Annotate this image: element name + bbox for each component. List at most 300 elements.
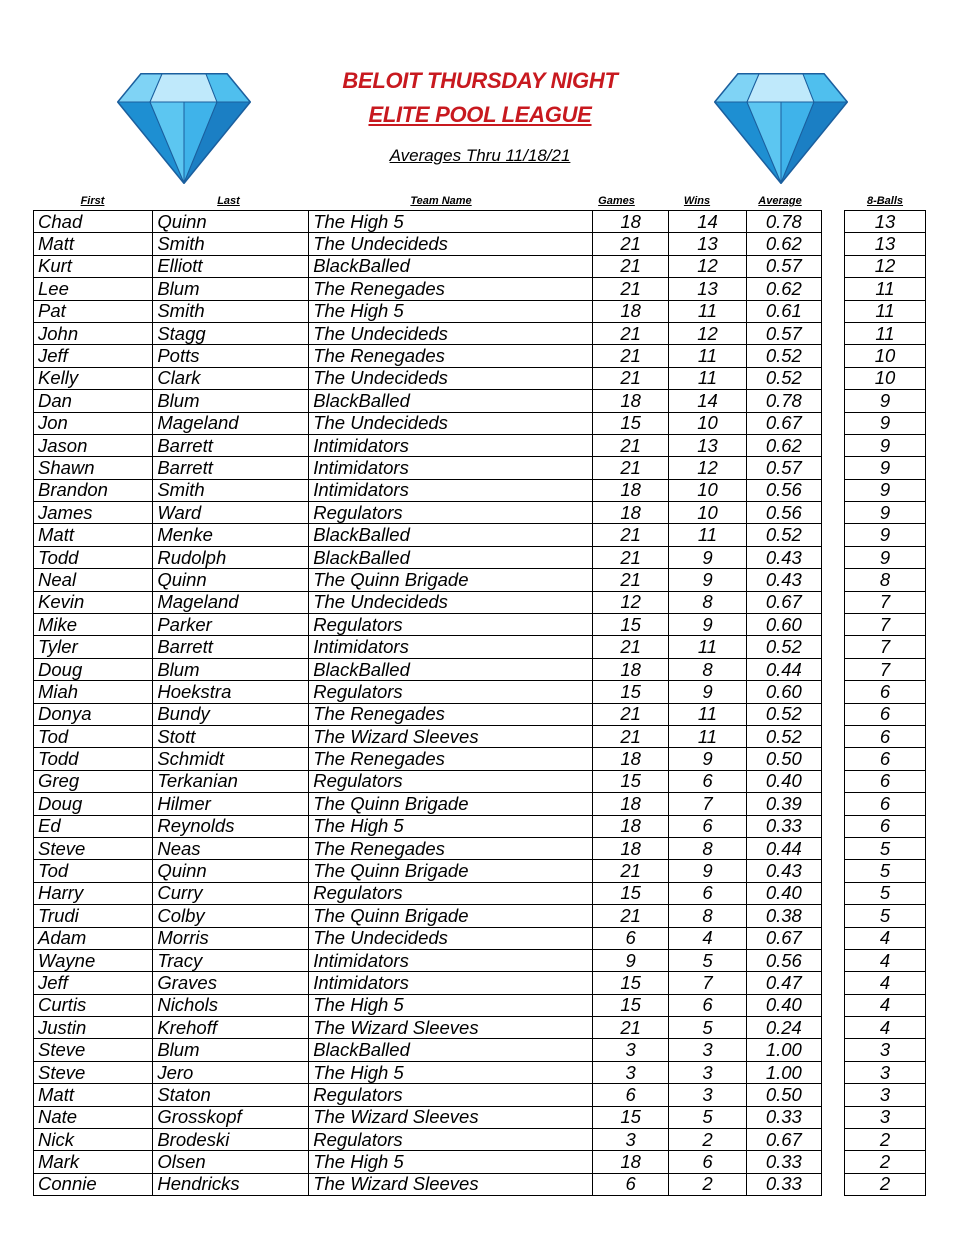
cell-average: 0.52 <box>746 636 821 658</box>
cell-wins: 12 <box>669 322 746 344</box>
cell-last: Potts <box>153 345 309 367</box>
cell-team: Regulators <box>309 614 593 636</box>
cell-first: Dan <box>34 390 153 412</box>
table-row <box>34 457 822 479</box>
cell-first: Lee <box>34 278 153 300</box>
cell-first: Tod <box>34 725 153 747</box>
table-row <box>845 905 926 927</box>
cell-wins: 9 <box>669 860 746 882</box>
cell-games: 18 <box>593 300 669 322</box>
cell-first: Brandon <box>34 479 153 501</box>
cell-wins: 8 <box>669 658 746 680</box>
cell-last: Clark <box>153 367 309 389</box>
cell-eightballs: 6 <box>845 748 926 770</box>
cell-average: 0.40 <box>746 882 821 904</box>
cell-last: Staton <box>153 1084 309 1106</box>
table-row <box>845 949 926 971</box>
cell-average: 0.67 <box>746 927 821 949</box>
table-row <box>845 457 926 479</box>
table-row <box>34 860 822 882</box>
cell-first: Tod <box>34 860 153 882</box>
cell-average: 0.40 <box>746 994 821 1016</box>
cell-average: 0.33 <box>746 815 821 837</box>
cell-games: 21 <box>593 367 669 389</box>
cell-games: 15 <box>593 1106 669 1128</box>
column-header-wins: Wins <box>683 195 711 207</box>
table-row <box>34 278 822 300</box>
cell-eightballs: 3 <box>845 1084 926 1106</box>
cell-first: Greg <box>34 770 153 792</box>
cell-eightballs: 5 <box>845 860 926 882</box>
cell-first: Chad <box>34 211 153 233</box>
table-row <box>34 658 822 680</box>
table-row <box>34 1017 822 1039</box>
cell-average: 0.50 <box>746 748 821 770</box>
cell-first: John <box>34 322 153 344</box>
cell-first: Mike <box>34 614 153 636</box>
cell-last: Smith <box>153 300 309 322</box>
cell-games: 15 <box>593 770 669 792</box>
cell-eightballs: 6 <box>845 725 926 747</box>
cell-games: 3 <box>593 1061 669 1083</box>
table-row <box>34 815 822 837</box>
table-row <box>34 703 822 725</box>
table-row <box>34 591 822 613</box>
cell-team: The Undecideds <box>309 233 593 255</box>
cell-eightballs: 10 <box>845 367 926 389</box>
cell-first: Kevin <box>34 591 153 613</box>
cell-first: Donya <box>34 703 153 725</box>
table-row <box>845 1106 926 1128</box>
cell-first: Shawn <box>34 457 153 479</box>
cell-average: 0.39 <box>746 793 821 815</box>
cell-team: The Quinn Brigade <box>309 569 593 591</box>
table-row <box>34 434 822 456</box>
cell-first: Connie <box>34 1173 153 1195</box>
cell-wins: 11 <box>669 524 746 546</box>
cell-first: Todd <box>34 546 153 568</box>
eightballs-table <box>844 210 926 1196</box>
cell-first: Miah <box>34 681 153 703</box>
cell-average: 0.52 <box>746 524 821 546</box>
table-row <box>845 927 926 949</box>
cell-team: The High 5 <box>309 994 593 1016</box>
cell-eightballs: 7 <box>845 614 926 636</box>
cell-wins: 9 <box>669 614 746 636</box>
cell-average: 0.62 <box>746 233 821 255</box>
cell-wins: 9 <box>669 681 746 703</box>
cell-wins: 11 <box>669 367 746 389</box>
table-row <box>845 300 926 322</box>
cell-team: The High 5 <box>309 300 593 322</box>
cell-team: Regulators <box>309 882 593 904</box>
cell-team: The Undecideds <box>309 927 593 949</box>
cell-games: 6 <box>593 1084 669 1106</box>
table-row <box>845 1017 926 1039</box>
cell-first: Jeff <box>34 345 153 367</box>
cell-average: 0.78 <box>746 211 821 233</box>
table-row <box>845 636 926 658</box>
table-row <box>34 770 822 792</box>
cell-wins: 6 <box>669 882 746 904</box>
cell-wins: 12 <box>669 255 746 277</box>
cell-games: 15 <box>593 972 669 994</box>
table-row <box>34 546 822 568</box>
table-row <box>34 524 822 546</box>
cell-eightballs: 9 <box>845 546 926 568</box>
cell-average: 1.00 <box>746 1061 821 1083</box>
cell-team: BlackBalled <box>309 658 593 680</box>
cell-games: 21 <box>593 725 669 747</box>
table-row <box>34 502 822 524</box>
cell-first: Harry <box>34 882 153 904</box>
cell-average: 0.52 <box>746 725 821 747</box>
cell-eightballs: 9 <box>845 524 926 546</box>
table-row <box>845 703 926 725</box>
cell-average: 0.56 <box>746 479 821 501</box>
cell-team: BlackBalled <box>309 524 593 546</box>
cell-average: 0.52 <box>746 703 821 725</box>
cell-games: 21 <box>593 703 669 725</box>
cell-eightballs: 9 <box>845 457 926 479</box>
cell-wins: 4 <box>669 927 746 949</box>
cell-average: 0.52 <box>746 367 821 389</box>
cell-eightballs: 6 <box>845 703 926 725</box>
cell-wins: 10 <box>669 412 746 434</box>
cell-team: The High 5 <box>309 1061 593 1083</box>
cell-wins: 11 <box>669 636 746 658</box>
cell-wins: 10 <box>669 479 746 501</box>
cell-first: Wayne <box>34 949 153 971</box>
cell-eightballs: 9 <box>845 412 926 434</box>
cell-average: 0.62 <box>746 278 821 300</box>
cell-games: 21 <box>593 546 669 568</box>
cell-wins: 8 <box>669 591 746 613</box>
cell-average: 0.62 <box>746 434 821 456</box>
cell-average: 0.57 <box>746 322 821 344</box>
cell-games: 21 <box>593 233 669 255</box>
cell-team: The Wizard Sleeves <box>309 1017 593 1039</box>
cell-average: 0.57 <box>746 255 821 277</box>
cell-games: 18 <box>593 837 669 859</box>
table-row <box>34 927 822 949</box>
cell-last: Brodeski <box>153 1129 309 1151</box>
cell-average: 0.38 <box>746 905 821 927</box>
cell-last: Terkanian <box>153 770 309 792</box>
table-row <box>845 972 926 994</box>
cell-average: 0.43 <box>746 546 821 568</box>
table-row <box>845 748 926 770</box>
table-row <box>34 949 822 971</box>
cell-wins: 3 <box>669 1084 746 1106</box>
cell-wins: 6 <box>669 815 746 837</box>
cell-average: 0.47 <box>746 972 821 994</box>
cell-first: Neal <box>34 569 153 591</box>
cell-eightballs: 6 <box>845 793 926 815</box>
cell-last: Hilmer <box>153 793 309 815</box>
table-row <box>845 1061 926 1083</box>
cell-eightballs: 13 <box>845 211 926 233</box>
cell-wins: 7 <box>669 793 746 815</box>
cell-average: 0.44 <box>746 837 821 859</box>
table-row <box>845 367 926 389</box>
cell-average: 0.43 <box>746 860 821 882</box>
cell-eightballs: 4 <box>845 927 926 949</box>
cell-eightballs: 4 <box>845 1017 926 1039</box>
cell-average: 0.61 <box>746 300 821 322</box>
cell-team: The Renegades <box>309 278 593 300</box>
table-row <box>34 1084 822 1106</box>
cell-first: Jon <box>34 412 153 434</box>
cell-team: BlackBalled <box>309 390 593 412</box>
cell-last: Blum <box>153 1039 309 1061</box>
cell-games: 15 <box>593 882 669 904</box>
cell-first: James <box>34 502 153 524</box>
cell-first: Todd <box>34 748 153 770</box>
table-row <box>34 233 822 255</box>
cell-eightballs: 11 <box>845 278 926 300</box>
cell-wins: 13 <box>669 278 746 300</box>
column-header-average: Average <box>758 195 802 207</box>
cell-first: Matt <box>34 524 153 546</box>
table-row <box>845 322 926 344</box>
cell-games: 12 <box>593 591 669 613</box>
table-row <box>34 905 822 927</box>
cell-team: The Quinn Brigade <box>309 793 593 815</box>
cell-wins: 13 <box>669 434 746 456</box>
cell-first: Doug <box>34 793 153 815</box>
cell-last: Smith <box>153 233 309 255</box>
table-row <box>845 255 926 277</box>
column-header-last: Last <box>217 195 240 207</box>
cell-first: Steve <box>34 837 153 859</box>
cell-team: Regulators <box>309 502 593 524</box>
cell-first: Jason <box>34 434 153 456</box>
table-row <box>845 1151 926 1173</box>
cell-games: 15 <box>593 994 669 1016</box>
cell-team: BlackBalled <box>309 546 593 568</box>
cell-games: 21 <box>593 345 669 367</box>
cell-wins: 14 <box>669 211 746 233</box>
cell-last: Blum <box>153 278 309 300</box>
cell-eightballs: 11 <box>845 300 926 322</box>
cell-team: The Wizard Sleeves <box>309 725 593 747</box>
cell-games: 18 <box>593 502 669 524</box>
cell-last: Nichols <box>153 994 309 1016</box>
cell-team: The Quinn Brigade <box>309 905 593 927</box>
cell-average: 0.50 <box>746 1084 821 1106</box>
table-row <box>34 1039 822 1061</box>
cell-last: Barrett <box>153 636 309 658</box>
table-row <box>845 345 926 367</box>
cell-average: 0.60 <box>746 614 821 636</box>
cell-games: 18 <box>593 793 669 815</box>
cell-wins: 9 <box>669 748 746 770</box>
cell-eightballs: 3 <box>845 1061 926 1083</box>
cell-team: BlackBalled <box>309 1039 593 1061</box>
cell-average: 0.56 <box>746 949 821 971</box>
cell-wins: 6 <box>669 994 746 1016</box>
cell-games: 21 <box>593 278 669 300</box>
cell-last: Mageland <box>153 591 309 613</box>
cell-eightballs: 3 <box>845 1106 926 1128</box>
table-row <box>845 658 926 680</box>
cell-last: Stott <box>153 725 309 747</box>
cell-last: Blum <box>153 658 309 680</box>
table-row <box>845 502 926 524</box>
cell-first: Doug <box>34 658 153 680</box>
table-row <box>845 837 926 859</box>
cell-first: Pat <box>34 300 153 322</box>
cell-wins: 9 <box>669 546 746 568</box>
cell-wins: 2 <box>669 1129 746 1151</box>
cell-last: Mageland <box>153 412 309 434</box>
cell-eightballs: 9 <box>845 479 926 501</box>
cell-average: 0.67 <box>746 591 821 613</box>
cell-last: Quinn <box>153 569 309 591</box>
cell-team: The High 5 <box>309 1151 593 1173</box>
cell-wins: 2 <box>669 1173 746 1195</box>
cell-last: Krehoff <box>153 1017 309 1039</box>
cell-eightballs: 6 <box>845 770 926 792</box>
table-row <box>34 255 822 277</box>
cell-wins: 5 <box>669 1106 746 1128</box>
cell-last: Colby <box>153 905 309 927</box>
cell-games: 18 <box>593 1151 669 1173</box>
cell-games: 21 <box>593 255 669 277</box>
cell-team: The High 5 <box>309 211 593 233</box>
table-row <box>845 479 926 501</box>
table-row <box>845 278 926 300</box>
cell-first: Justin <box>34 1017 153 1039</box>
table-row <box>845 569 926 591</box>
cell-average: 0.60 <box>746 681 821 703</box>
cell-average: 0.56 <box>746 502 821 524</box>
cell-wins: 5 <box>669 949 746 971</box>
table-row <box>845 211 926 233</box>
table-row <box>845 390 926 412</box>
cell-games: 21 <box>593 457 669 479</box>
cell-last: Reynolds <box>153 815 309 837</box>
cell-wins: 11 <box>669 703 746 725</box>
cell-average: 0.24 <box>746 1017 821 1039</box>
cell-team: The High 5 <box>309 815 593 837</box>
cell-games: 6 <box>593 927 669 949</box>
table-row <box>34 367 822 389</box>
table-row <box>34 681 822 703</box>
table-row <box>34 748 822 770</box>
cell-first: Jeff <box>34 972 153 994</box>
page-title: BELOIT THURSDAY NIGHT <box>342 68 618 93</box>
cell-games: 6 <box>593 1173 669 1195</box>
table-row <box>845 233 926 255</box>
cell-first: Curtis <box>34 994 153 1016</box>
cell-eightballs: 13 <box>845 233 926 255</box>
table-row <box>34 1151 822 1173</box>
cell-average: 0.33 <box>746 1151 821 1173</box>
table-row <box>845 681 926 703</box>
cell-last: Tracy <box>153 949 309 971</box>
cell-games: 18 <box>593 748 669 770</box>
cell-team: The Undecideds <box>309 412 593 434</box>
cell-games: 15 <box>593 681 669 703</box>
cell-last: Morris <box>153 927 309 949</box>
cell-eightballs: 7 <box>845 636 926 658</box>
cell-games: 21 <box>593 569 669 591</box>
cell-first: Matt <box>34 233 153 255</box>
cell-games: 18 <box>593 390 669 412</box>
cell-first: Nate <box>34 1106 153 1128</box>
cell-team: Regulators <box>309 681 593 703</box>
cell-eightballs: 6 <box>845 815 926 837</box>
cell-wins: 5 <box>669 1017 746 1039</box>
cell-team: Regulators <box>309 1129 593 1151</box>
table-row <box>34 882 822 904</box>
cell-team: Intimidators <box>309 434 593 456</box>
cell-last: Grosskopf <box>153 1106 309 1128</box>
table-row <box>845 815 926 837</box>
cell-games: 15 <box>593 412 669 434</box>
cell-team: The Wizard Sleeves <box>309 1173 593 1195</box>
table-row <box>845 770 926 792</box>
cell-games: 15 <box>593 614 669 636</box>
cell-first: Steve <box>34 1039 153 1061</box>
averages-table <box>33 210 822 1196</box>
cell-games: 18 <box>593 479 669 501</box>
cell-first: Mark <box>34 1151 153 1173</box>
cell-team: The Quinn Brigade <box>309 860 593 882</box>
column-header-eightballs: 8-Balls <box>866 195 904 207</box>
cell-games: 21 <box>593 434 669 456</box>
cell-wins: 11 <box>669 345 746 367</box>
cell-eightballs: 8 <box>845 569 926 591</box>
cell-team: Intimidators <box>309 949 593 971</box>
table-row <box>845 1039 926 1061</box>
cell-games: 18 <box>593 211 669 233</box>
table-row <box>34 837 822 859</box>
table-row <box>34 211 822 233</box>
cell-eightballs: 5 <box>845 882 926 904</box>
cell-games: 3 <box>593 1129 669 1151</box>
cell-eightballs: 7 <box>845 658 926 680</box>
cell-last: Graves <box>153 972 309 994</box>
table-row <box>845 994 926 1016</box>
cell-eightballs: 5 <box>845 837 926 859</box>
cell-eightballs: 9 <box>845 434 926 456</box>
cell-last: Barrett <box>153 434 309 456</box>
cell-first: Kelly <box>34 367 153 389</box>
table-row <box>845 524 926 546</box>
cell-games: 21 <box>593 524 669 546</box>
cell-games: 3 <box>593 1039 669 1061</box>
cell-eightballs: 2 <box>845 1151 926 1173</box>
table-row <box>34 1061 822 1083</box>
cell-eightballs: 6 <box>845 681 926 703</box>
cell-eightballs: 7 <box>845 591 926 613</box>
cell-last: Neas <box>153 837 309 859</box>
table-row <box>34 322 822 344</box>
table-row <box>845 546 926 568</box>
cell-team: The Renegades <box>309 345 593 367</box>
cell-eightballs: 2 <box>845 1173 926 1195</box>
cell-last: Rudolph <box>153 546 309 568</box>
table-row <box>845 725 926 747</box>
table-row <box>34 569 822 591</box>
cell-average: 0.43 <box>746 569 821 591</box>
table-row <box>34 1106 822 1128</box>
cell-eightballs: 2 <box>845 1129 926 1151</box>
cell-average: 0.33 <box>746 1173 821 1195</box>
